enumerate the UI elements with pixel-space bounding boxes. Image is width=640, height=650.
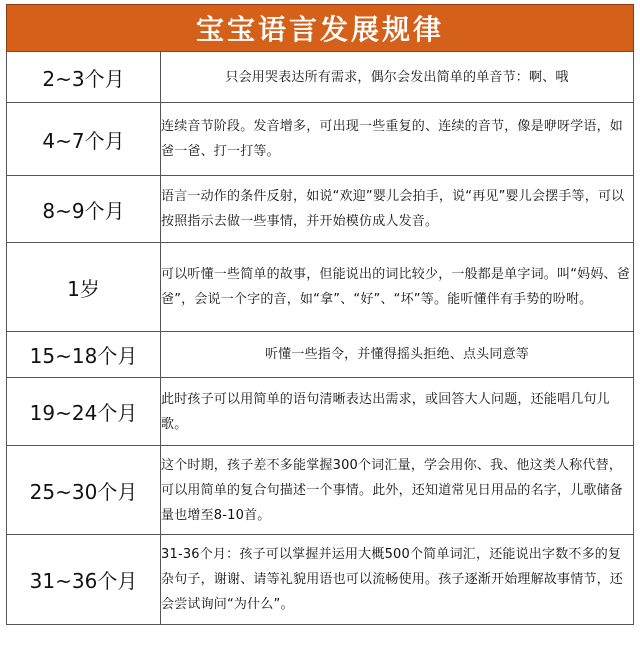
description-cell: 语言一动作的条件反射，如说“欢迎”婴儿会拍手，说“再见”婴儿会摆手等，可以按照指示去做一些事情，并开始模仿成人发音。 xyxy=(161,176,634,243)
table-row xyxy=(7,446,634,535)
development-table xyxy=(6,51,634,625)
language-development-sheet xyxy=(6,4,634,625)
age-cell: 15~18个月 xyxy=(7,332,161,378)
description-cell: 连续音节阶段。发音增多，可出现一些重复的、连续的音节，像是咿呀学语，如爸一爸、打一打等。 xyxy=(161,103,634,176)
table-row xyxy=(7,52,634,103)
table-row xyxy=(7,378,634,446)
table-row xyxy=(7,103,634,176)
table-row xyxy=(7,176,634,243)
description-cell: 此时孩子可以用简单的语句清晰表达出需求，或回答大人问题，还能唱几句儿歌。 xyxy=(161,378,634,446)
table-row xyxy=(7,535,634,625)
description-cell: 可以听懂一些简单的故事，但能说出的词比较少，一般都是单字词。叫“妈妈、爸爸”，会说一个字的音，如“拿”、“好”、“坏”等。能听懂伴有手势的吩咐。 xyxy=(161,243,634,332)
table-row xyxy=(7,243,634,332)
table-row xyxy=(7,332,634,378)
age-cell: 4~7个月 xyxy=(7,103,161,176)
page-title: 宝宝语言发展规律 xyxy=(195,13,444,46)
description-cell: 31-36个月：孩子可以掌握并运用大概500个简单词汇，还能说出字数不多的复杂句子，谢谢、请等礼貌用语也可以流畅使用。孩子逐渐开始理解故事情节，还会尝试询问“为什么”。 xyxy=(161,535,634,625)
age-cell: 2~3个月 xyxy=(7,52,161,103)
description-cell: 这个时期，孩子差不多能掌握300个词汇量，学会用你、我、他这类人称代替，可以用简单的复合句描述一个事情。此外，还知道常见日用品的名字，儿歌储备量也增至8-10首。 xyxy=(161,446,634,535)
age-cell: 8~9个月 xyxy=(7,176,161,243)
age-cell: 31~36个月 xyxy=(7,535,161,625)
title-bar xyxy=(6,4,634,51)
description-cell: 听懂一些指令，并懂得摇头拒绝、点头同意等 xyxy=(161,332,634,378)
age-cell: 1岁 xyxy=(7,243,161,332)
description-cell: 只会用哭表达所有需求，偶尔会发出简单的单音节：啊、哦 xyxy=(161,52,634,103)
age-cell: 19~24个月 xyxy=(7,378,161,446)
age-cell: 25~30个月 xyxy=(7,446,161,535)
